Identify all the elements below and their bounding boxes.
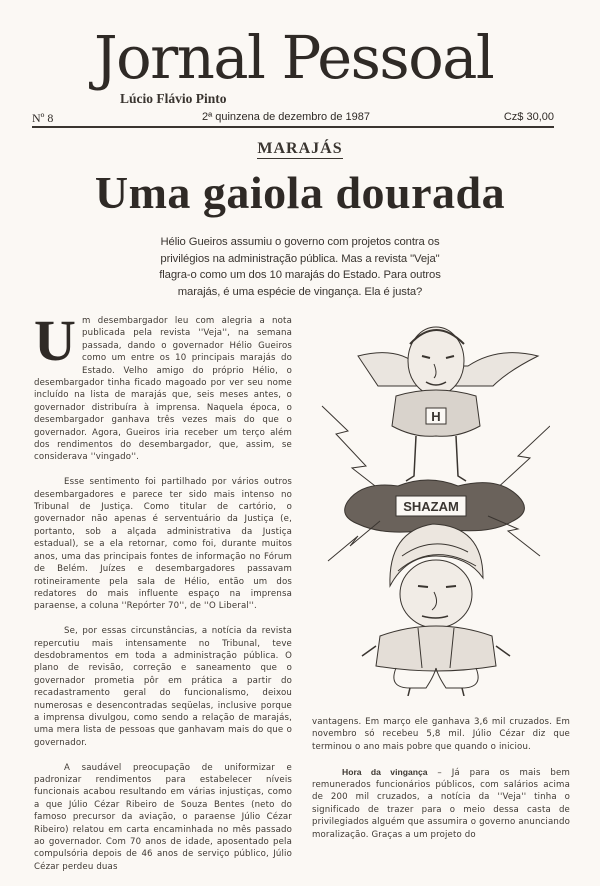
issue-date: 2ª quinzena de dezembro de 1987 xyxy=(202,111,370,123)
headline: Uma gaiola dourada xyxy=(94,167,506,218)
article-deck: Hélio Gueiros assumiu o governo com projetos contra os privilégios na administração pública. Mas a revista "Veja" flagra-o como um dos 10 marajás do Estado. Para outros marajás, é uma espécie de vingança. Ela é justa? xyxy=(159,236,441,298)
svg-text:H: H xyxy=(431,409,441,424)
paragraph-continuation: vantagens. Em março ele ganhava 3,6 mil cruzados. Em novembro só recebeu 5,8 mil. Júlio Cézar diz que terminou o ano mais pobre que quando o iniciou. xyxy=(312,717,570,752)
author-name: Lúcio Flávio Pinto xyxy=(120,91,227,106)
newspaper-title: Jornal Pessoal xyxy=(94,23,494,92)
article-column-right xyxy=(312,716,570,853)
issue-info-bar xyxy=(32,111,554,127)
paragraph-2: Esse sentimento foi partilhado por vários outros desembargadores e parece ter sido mais intenso no Tribunal de Justiça. Como titular de cartório, o governador não apenas é serventuário da Justiça (e, portanto, sob a alçada administrativa da Justiça estadual), se a ela retornar, como foi, durante muitos anos, uma das principais fontes de informação no Fórum de Belém. Juízes e desembargadores passavam rotineiramente pela sala de Hélio, então um dos redatores do mais influente espaço na imprensa paraense, a coluna ''Repórter 70'', de ''O Liberal''. xyxy=(34,477,292,612)
section-label xyxy=(0,138,600,158)
issue-number: Nº 8 xyxy=(32,111,54,125)
caricature-illustration xyxy=(318,316,550,696)
paragraph-subhead: Hora da vingança – Já para os mais bem remunerados funcionários públicos, com salários acima de 200 mil cruzados, a notícia da ''Veja'' tinha o significado de trazer para o meio dessa casta de privilegiados alguém que assumira o governo anunciando moralização. Graças a um projeto do xyxy=(312,766,570,840)
subhead-kicker: Hora da vingança xyxy=(342,766,428,777)
paragraph-4: A saudável preocupação de uniformizar e padronizar rendimentos para estabelecer níveis funcionais acabou resultando em várias injustiças, como a que Júlio Cézar Ribeiro de Souza Bentes (neto do famoso precursor da aviação, o paraense Júlio Cézar Ribeiro) relatou em carta encaminhada no mês passado ao governador. Com 70 anos de idade, aposentado pela compulsória depois de 46 anos de serviço público, Júlio Cézar perdeu duas xyxy=(34,762,292,872)
drop-cap: U xyxy=(34,308,77,373)
paragraph-1: Um desembargador leu com alegria a nota publicada pela revista ''Veja'', na semana passada, dando o governador Hélio Gueiros como um entre os 10 principais marajás do Estado. Velho amigo do próprio Hélio, o desembargador tinha ficado magoado por ver seu nome incluído na lista de marajás que, seis meses antes, o governador distribuíra à imprensa. Naquela época, o desembargador ganhava três vezes mais do que o governador. Agora, Gueiros iria receber um terço além dos rendimentos do desembargador, que, assim, se considerava ''vingado''. xyxy=(34,308,292,463)
paragraph-3: Se, por essas circunstâncias, a notícia da revista repercutiu mais intensamente no Tribunal, teve desdobramentos em toda a administração pública. O plano de revisão, correção e saneamento que o governador prometia pôr em prática a partir do recadastramento geral do funcionalismo, deixou numerosas e desencontradas seqüelas, inclusive porque a imprensa divulgou, como sendo a relação de marajás, uma mera lista de pessoas que ganhavam mais do que o governador. xyxy=(34,626,292,748)
section-title: MARAJÁS xyxy=(257,140,343,157)
masthead-rule xyxy=(32,126,554,128)
svg-text:SHAZAM: SHAZAM xyxy=(403,499,459,514)
article-column-left xyxy=(34,308,292,886)
issue-price: Cz$ 30,00 xyxy=(503,111,554,123)
